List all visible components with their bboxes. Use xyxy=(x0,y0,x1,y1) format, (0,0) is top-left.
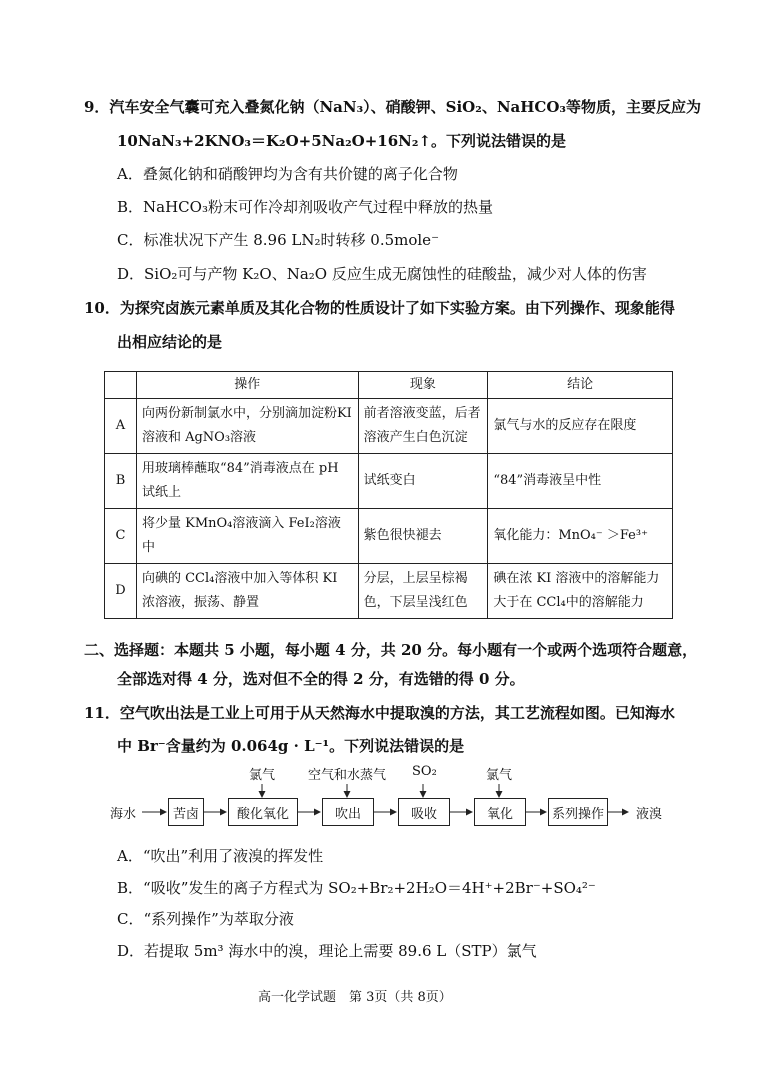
flow-start-label: 海水 xyxy=(110,807,137,822)
page-footer: 高一化学试题 第 3页（共 8页） xyxy=(258,990,452,1005)
table-header-operation: 操作 xyxy=(136,372,358,399)
row-label: D xyxy=(105,564,137,619)
row-label: C xyxy=(105,509,137,564)
row-conclusion: 氧化能力：MnO₄⁻ ＞Fe³⁺ xyxy=(488,509,673,564)
section2-line2: 全部选对得 4 分，选对但不全的得 2 分，有选错的得 0 分。 xyxy=(117,670,525,688)
flow-input-label: 氯气 xyxy=(486,768,513,783)
row-phenomenon: 试纸变白 xyxy=(358,454,488,509)
q9-stem-line1: 9．汽车安全气囊可充入叠氮化钠（NaN₃）、硝酸钾、SiO₂、NaHCO₃等物质，主要反应为 xyxy=(84,98,701,116)
flow-input-label: 空气和水蒸气 xyxy=(308,768,387,783)
row-conclusion: “84”消毒液呈中性 xyxy=(488,454,673,509)
row-label: B xyxy=(105,454,137,509)
q11-option-d: D．若提取 5m³ 海水中的溴，理论上需要 89.6 L（STP）氯气 xyxy=(117,942,537,960)
flow-input-label: 氯气 xyxy=(249,768,276,783)
q9-option-b: B．NaHCO₃粉末可作冷却剂吸收产气过程中释放的热量 xyxy=(117,198,493,216)
flow-step-box: 氧化 xyxy=(474,798,526,826)
row-phenomenon: 前者溶液变蓝，后者溶液产生白色沉淀 xyxy=(358,399,488,454)
q11-option-a: A．“吹出”利用了液溴的挥发性 xyxy=(117,847,324,865)
row-phenomenon: 紫色很快褪去 xyxy=(358,509,488,564)
q9-option-a: A．叠氮化钠和硝酸钾均为含有共价键的离子化合物 xyxy=(117,165,458,183)
q10-stem-line2: 出相应结论的是 xyxy=(117,333,223,351)
flow-step-box: 吸收 xyxy=(398,798,450,826)
section2-line1: 二、选择题：本题共 5 小题，每小题 4 分，共 20 分。每小题有一个或两个选项符合题意， xyxy=(84,641,698,659)
q11-option-c: C．“系列操作”为萃取分液 xyxy=(117,910,294,928)
q10-stem-line1: 10．为探究卤族元素单质及其化合物的性质设计了如下实验方案。由下列操作、现象能得 xyxy=(84,299,675,317)
table-header-conclusion: 结论 xyxy=(488,372,673,399)
flow-input-label: SO₂ xyxy=(412,764,437,779)
row-operation: 向两份新制氯水中，分别滴加淀粉KI 溶液和 AgNO₃溶液 xyxy=(136,399,358,454)
q11-stem-line2: 中 Br⁻含量约为 0.064g · L⁻¹。下列说法错误的是 xyxy=(117,737,465,755)
row-operation: 将少量 KMnO₄溶液滴入 FeI₂溶液中 xyxy=(136,509,358,564)
row-conclusion: 碘在浓 KI 溶液中的溶解能力大于在 CCl₄中的溶解能力 xyxy=(488,564,673,619)
row-conclusion: 氯气与水的反应存在限度 xyxy=(488,399,673,454)
table-header-phenomenon: 现象 xyxy=(358,372,488,399)
flow-step-box: 苦卤 xyxy=(168,798,204,826)
q11-option-b: B．“吸收”发生的离子方程式为 SO₂+Br₂+2H₂O＝4H⁺+2Br⁻+SO₄²⁻ xyxy=(117,879,596,897)
flow-step-box: 系列操作 xyxy=(548,798,608,826)
row-label: A xyxy=(105,399,137,454)
row-operation: 向碘的 CCl₄溶液中加入等体积 KI 浓溶液，振荡、静置 xyxy=(136,564,358,619)
flow-end-label: 液溴 xyxy=(636,807,663,822)
row-operation: 用玻璃棒蘸取“84”消毒液点在 pH 试纸上 xyxy=(136,454,358,509)
flow-step-box: 酸化氧化 xyxy=(228,798,298,826)
row-phenomenon: 分层，上层呈棕褐色，下层呈浅红色 xyxy=(358,564,488,619)
q9-stem-line2: 10NaN₃+2KNO₃＝K₂O+5Na₂O+16N₂↑。下列说法错误的是 xyxy=(117,132,567,150)
flow-step-box: 吹出 xyxy=(322,798,374,826)
q9-option-d: D．SiO₂可与产物 K₂O、Na₂O 反应生成无腐蚀性的硅酸盐，减少对人体的伤害 xyxy=(117,265,647,283)
q9-option-c: C．标准状况下产生 8.96 LN₂时转移 0.5mole⁻ xyxy=(117,231,439,249)
q11-stem-line1: 11．空气吹出法是工业上可用于从天然海水中提取溴的方法，其工艺流程如图。已知海水 xyxy=(84,704,675,722)
